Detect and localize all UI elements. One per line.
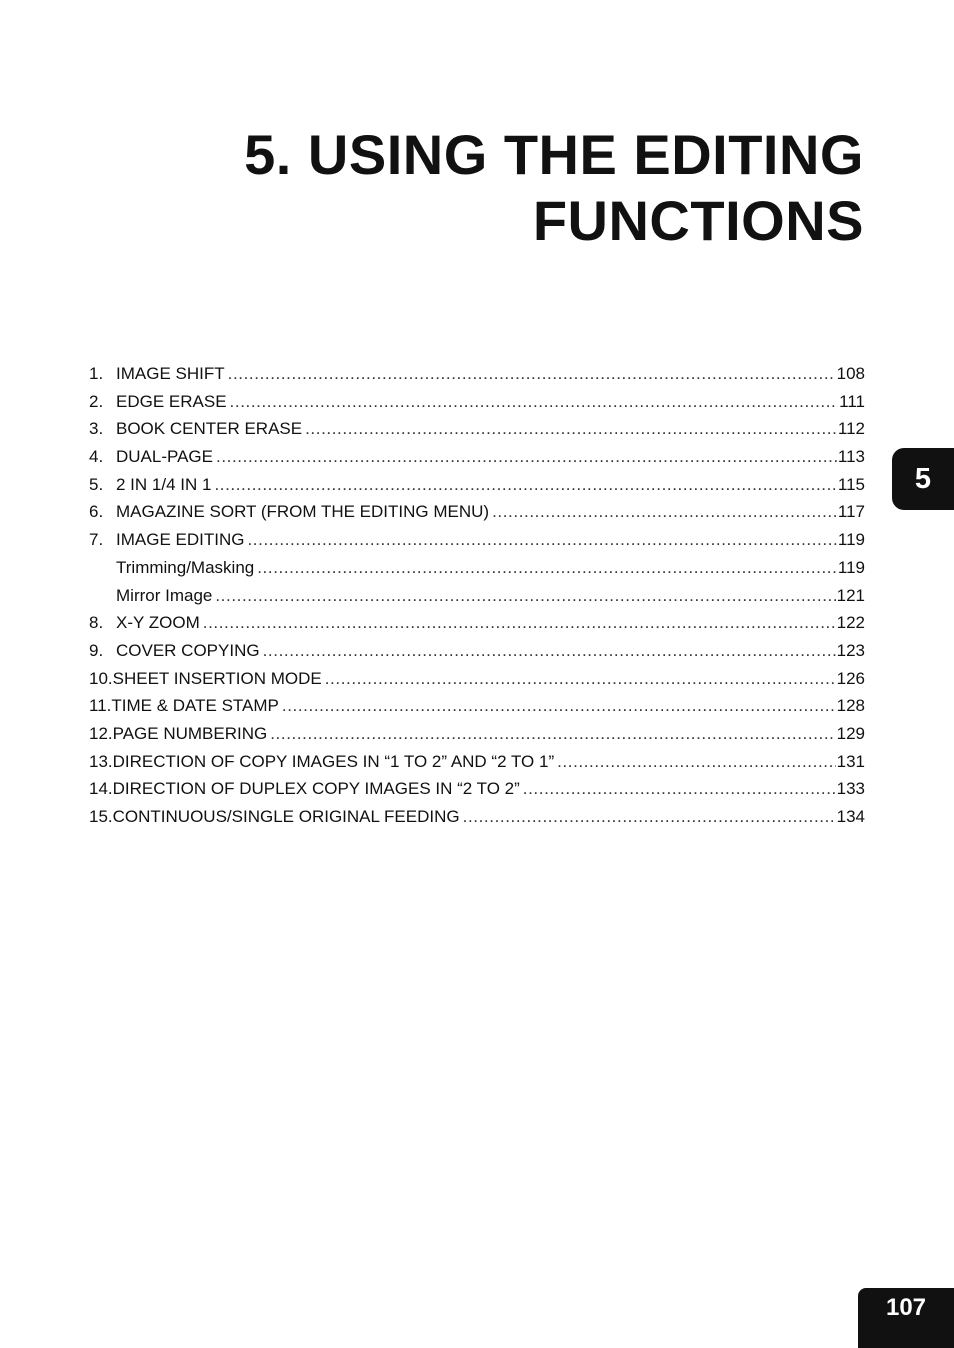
toc-entry-label: IMAGE SHIFT — [116, 364, 225, 383]
toc-entry-label: Trimming/Masking — [116, 557, 255, 577]
toc-entry-number: 6. — [89, 502, 104, 522]
toc-entry-label: PAGE NUMBERING — [112, 723, 268, 743]
chapter-title — [244, 122, 864, 254]
toc-entry-number: 7. — [89, 530, 104, 550]
toc-entry-page: 123 — [836, 640, 865, 660]
toc-entry-page: 113 — [837, 447, 865, 467]
chapter-title-line-1: 5. USING THE EDITING — [244, 123, 864, 186]
toc-dot-leader — [257, 554, 837, 582]
toc-entry[interactable] — [89, 526, 865, 554]
toc-entry-label: Mirror Image — [116, 585, 213, 605]
toc-dot-leader — [523, 775, 836, 803]
toc-entry-label: CONTINUOUS/SINGLE ORIGINAL FEEDING — [112, 807, 460, 826]
toc-entry[interactable] — [89, 803, 865, 831]
toc-entry-number: 5. — [89, 474, 104, 494]
page-number: 107 — [885, 1294, 927, 1321]
toc-dot-leader — [270, 720, 835, 748]
toc-entry-label: IMAGE EDITING — [116, 530, 245, 550]
toc-entry-page: 111 — [839, 391, 865, 411]
toc-entry[interactable] — [89, 665, 865, 693]
toc-entry[interactable] — [89, 360, 865, 388]
toc-entry-page: 119 — [837, 530, 865, 550]
toc-entry-label: DIRECTION OF DUPLEX COPY IMAGES IN “2 TO 2” — [112, 779, 520, 799]
toc-entry[interactable] — [89, 692, 865, 720]
toc-entry-page: 108 — [836, 364, 865, 383]
toc-entry[interactable] — [89, 748, 865, 776]
toc-entry-label: TIME & DATE STAMP — [111, 696, 279, 716]
toc-entry[interactable] — [89, 775, 865, 803]
toc-entry-page: 129 — [836, 723, 865, 743]
toc-dot-leader — [214, 471, 836, 499]
page-number-tab — [858, 1288, 954, 1348]
toc-dot-leader — [228, 360, 836, 388]
toc-entry-label: X-Y ZOOM — [116, 613, 200, 633]
toc-entry[interactable] — [89, 388, 865, 416]
toc-dot-leader — [216, 443, 837, 471]
toc-entry-number: 2. — [89, 391, 104, 411]
toc-entry-number: 14. — [89, 779, 113, 799]
toc-dot-leader — [230, 388, 839, 416]
chapter-tab-label: 5 — [914, 462, 932, 495]
toc-dot-leader — [325, 665, 836, 693]
toc-entry[interactable] — [89, 498, 865, 526]
toc-entry-label: COVER COPYING — [116, 640, 260, 660]
toc-dot-leader — [247, 526, 836, 554]
toc-dot-leader — [305, 415, 837, 443]
toc-subentry[interactable] — [89, 582, 865, 610]
toc-entry-number: 4. — [89, 447, 104, 467]
toc-dot-leader — [282, 692, 836, 720]
toc-entry-page: 121 — [836, 585, 865, 605]
toc-entry[interactable] — [89, 471, 865, 499]
chapter-tab — [892, 448, 954, 510]
toc-entry-page: 112 — [837, 419, 865, 439]
toc-dot-leader — [492, 498, 837, 526]
toc-dot-leader — [203, 609, 836, 637]
toc-entry-number: 11. — [89, 696, 112, 716]
toc-entry-page: 134 — [836, 807, 865, 826]
toc-entry[interactable] — [89, 443, 865, 471]
toc-dot-leader — [557, 748, 836, 776]
toc-entry-page: 128 — [836, 696, 865, 716]
toc-entry-page: 119 — [837, 557, 865, 577]
toc-entry-label: EDGE ERASE — [116, 391, 227, 411]
table-of-contents — [89, 360, 865, 831]
toc-entry-page: 115 — [837, 474, 865, 494]
toc-entry-number: 8. — [89, 613, 104, 633]
toc-entry-page: 126 — [836, 668, 865, 688]
toc-entry-page: 131 — [836, 751, 865, 771]
toc-entry-label: DIRECTION OF COPY IMAGES IN “1 TO 2” AND “2 TO 1” — [112, 751, 555, 771]
toc-entry[interactable] — [89, 720, 865, 748]
toc-entry-label: MAGAZINE SORT (FROM THE EDITING MENU) — [116, 502, 490, 522]
toc-subentry[interactable] — [89, 554, 865, 582]
toc-entry[interactable] — [89, 609, 865, 637]
toc-dot-leader — [263, 637, 836, 665]
toc-entry-number: 13. — [89, 751, 113, 771]
toc-entry-page: 133 — [836, 779, 865, 799]
toc-entry-number: 10. — [89, 668, 113, 688]
toc-entry-number: 9. — [89, 640, 104, 660]
toc-entry-label: BOOK CENTER ERASE — [116, 419, 303, 439]
toc-dot-leader — [463, 803, 836, 831]
toc-entry-label: DUAL-PAGE — [116, 447, 213, 467]
chapter-title-line-2: FUNCTIONS — [532, 189, 864, 252]
toc-entry[interactable] — [89, 637, 865, 665]
toc-entry-label: 2 IN 1/4 IN 1 — [116, 474, 212, 494]
toc-entry-number: 1. — [89, 364, 104, 383]
toc-entry-number: 3. — [89, 419, 104, 439]
toc-entry-number: 15. — [89, 807, 113, 826]
toc-entry-label: SHEET INSERTION MODE — [112, 668, 322, 688]
toc-entry-number: 12. — [89, 723, 113, 743]
toc-entry-page: 117 — [837, 502, 865, 522]
toc-entry-page: 122 — [836, 613, 865, 633]
toc-dot-leader — [215, 582, 835, 610]
toc-entry[interactable] — [89, 415, 865, 443]
